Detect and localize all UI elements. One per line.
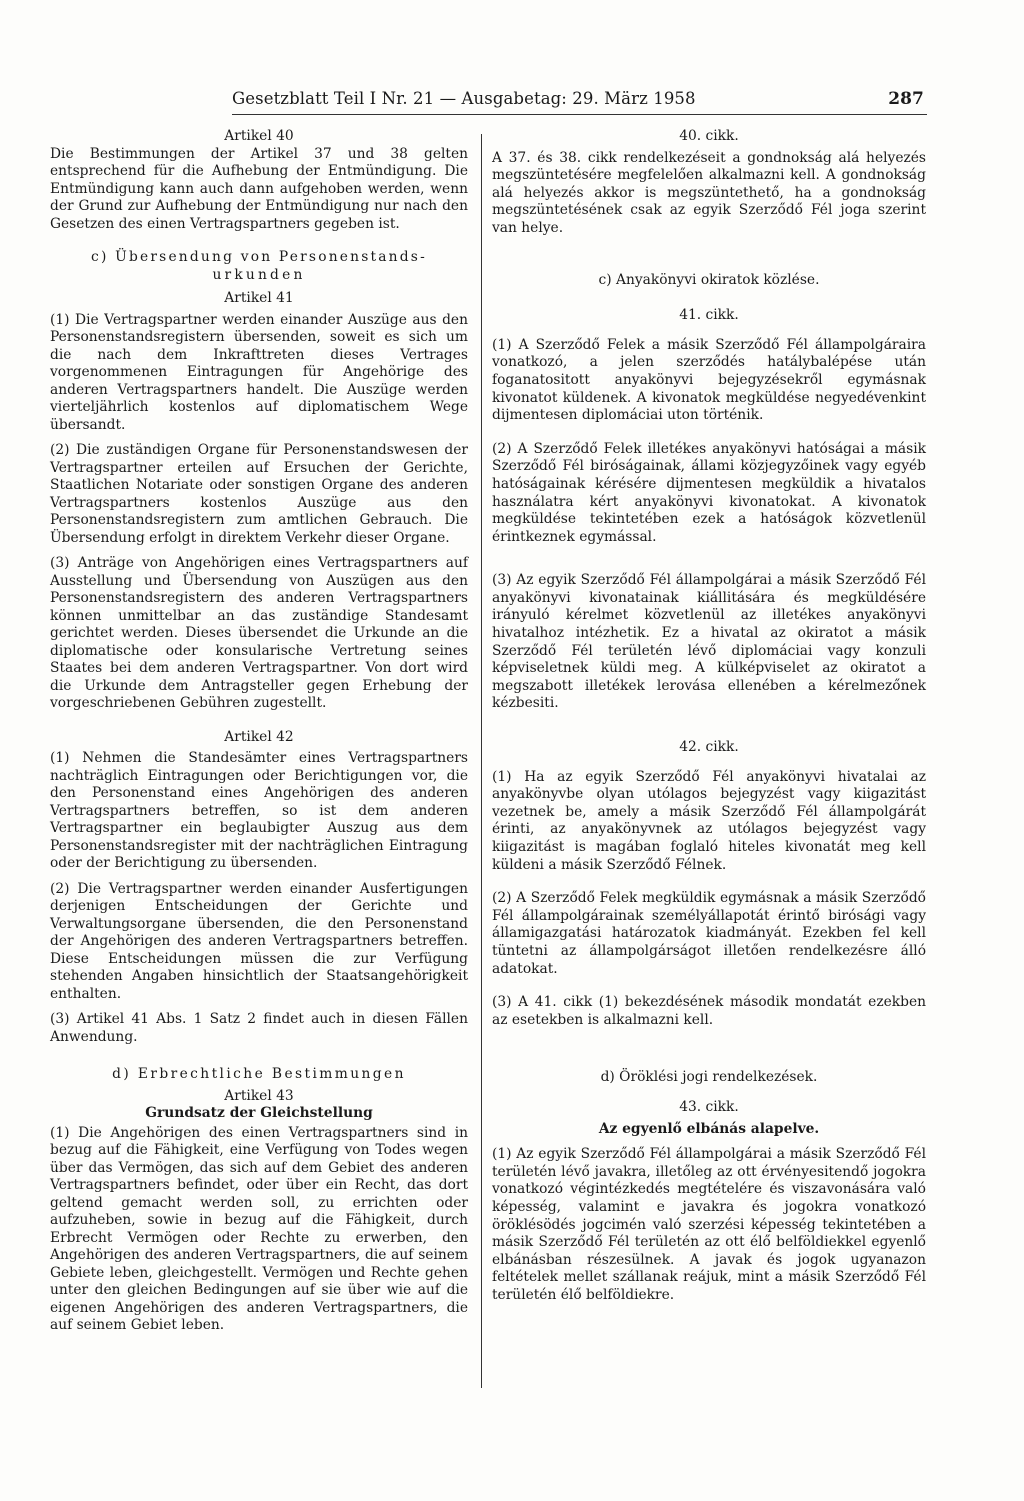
section-d-heading-de: d) Erbrechtliche Bestimmungen — [112, 1066, 406, 1082]
art42-p3-hu: (3) A 41. cikk (1) bekezdésének második mondatát ezekben az esetekben is alkalmazni kell. — [492, 994, 926, 1028]
art42-p2-hu: (2) A Szerződő Felek megküldik egymásnak a másik Szerződő Fél állampolgárainak személyállapotát érintő birósági vagy államigazgatási határozatok kiadmányát. Ezekben fel kell tüntetni az állampolgárságot illetően rendelkezésre álló adatokat. — [492, 890, 926, 977]
art42-p2-de: (2) Die Vertragspartner werden einander Ausfertigungen derjenigen Entscheidungen der Gerichte und Verwaltungsorgane übersenden, die den Personenstand der Angehörigen des anderen Vertragspartners betreffen. Diese Entscheidungen müssen die zur Verfügung stehenden Angaben hinsichtlich der Staatsangehörigkeit enthalten. — [50, 880, 468, 1002]
art40-heading-de: Artikel 40 — [224, 128, 294, 144]
art41-p2-hu: (2) A Szerződő Felek illetékes anyakönyvi hatóságai a másik Szerződő Fél biróságainak, állami közjegyzőinek vagy egyéb hatóságainak kérésére dijmentesen megküldik a hivatalos használatra kért anyakönyvi kivonatokat. A kivonatok megküldése tekintetében ezek a hatóságok közvetlenül érintkeznek egymással. — [492, 440, 926, 545]
hungarian-column — [492, 124, 926, 1304]
art40-heading-hu: 40. cikk. — [679, 128, 739, 144]
art42-p1-hu: (1) Ha az egyik Szerződő Fél anyakönyvi hivatalai az anyakönyvbe olyan utólagos bejegyzést vagy kiigazitást vezetnek be, amely a másik Szerződő Fél állampolgárát érinti, az anyakönyvnek az utólagos bejegyzést vagy kiigazitást is magában foglaló hiteles kivonatát meg kell küldeni a másik Szerződő Félnek. — [492, 768, 926, 873]
page-header — [232, 89, 928, 113]
art41-p3-de: (3) Anträge von Angehörigen eines Vertragspartners auf Ausstellung und Übersendung von Auszügen aus den Personenstandsregistern des anderen Vertragspartners können unmittelbar an das zuständige Standesamt gerichtet werden. Dieses übersendet die Urkunde an die diplomatische oder konsularische Vertretung seines Staates bei dem anderen Vertragspartner. Von dort wird die Urkunde dem Antragsteller gegen Erhebung der vorgeschriebenen Gebühren zugestellt. — [50, 555, 468, 711]
german-column — [50, 124, 468, 1335]
art41-p1-hu: (1) A Szerződő Felek a másik Szerződő Fél állampolgáraira vonatkozó, a jelen szerződés hatálybalépése után foganatositott anyakönyvi bejegyzésekről egymásnak kivonatot küldenek. A kivonatok megküldése negyedévenkint dijmentesen diplomáciai uton történik. — [492, 336, 926, 424]
section-c-heading-hu: c) Anyakönyvi okiratok közlése. — [598, 271, 820, 288]
art40-text-de: Die Bestimmungen der Artikel 37 und 38 gelten entsprechend für die Aufhebung der Entmündigung. Die Entmündigung kann auch dann aufgehoben werden, wenn der Grund zur Aufhebung der Entmündigung nur nach den Gesetzen des einen Vertragspartners gegeben ist. — [50, 145, 468, 232]
art42-p3-de: (3) Artikel 41 Abs. 1 Satz 2 findet auch in diesen Fällen Anwendung. — [50, 1011, 468, 1045]
art42-p1-de: (1) Nehmen die Standesämter eines Vertragspartners nachträglich Eintragungen oder Berichtigungen vor, die den Personenstand eines Angehörigen des anderen Vertragspartners betreffen, so ist dem anderen Vertragspartner ein beglaubigter Auszug aus dem Personenstandsregister mit der nachträglichen Eintragung oder der Berichtigung zu übersenden. — [50, 750, 468, 871]
art41-p3-hu: (3) Az egyik Szerződő Fél állampolgárai a másik Szerződő Fél anyakönyvi kivonatainak kiállitására és megküldésére irányuló kérelmet közvetlenül az illetékes anyakönyvi hivatalhoz intézhetik. Ez a hivatal az okiratot a másik Szerződő Fél területén lévő diplomáciai vagy konzuli képviseletnek küldi meg. A külképviselet az okiratot a megszabott illetékek lerovása ellenében a kérelmezőnek kézbesiti. — [492, 572, 926, 712]
art43-p1-de: (1) Die Angehörigen des einen Vertragspartners sind in bezug auf die Fähigkeit, eine Verfügung von Todes wegen über das Vermögen, das sich auf dem Gebiet des anderen Vertragspartners befindet, oder über ein Recht, das dort geltend gemacht werden soll, zu errichten oder aufzuheben, sowie in bezug auf die Fähigkeit, durch Erbrecht Vermögen oder Rechte zu erwerben, den Angehörigen des anderen Vertragspartners, die auf seinem Gebiete leben, gleichgestellt. Vermögen und Rechte gehen unter den gleichen Bedingungen auf sie über wie auf die eigenen Angehörigen des anderen Vertragspartners, die auf seinem Gebiet leben. — [50, 1124, 468, 1333]
art41-heading-de: Artikel 41 — [224, 290, 294, 306]
section-c-heading-de: c) Übersendung von Personenstands- — [91, 249, 427, 265]
section-d-heading-hu: d) Öröklési jogi rendelkezések. — [600, 1069, 818, 1086]
art41-p1-de: (1) Die Vertragspartner werden einander Auszüge aus den Personenstandsregistern übersenden, soweit es sich um die nach dem Inkrafttreten dieses Vertrages vorgenommenen Eintragungen für Angehörige des anderen Vertragspartners handelt. Die Auszüge werden vierteljährlich kostenlos auf diplomatischem Wege übersandt. — [50, 311, 468, 433]
art42-heading-hu: 42. cikk. — [679, 739, 739, 756]
art41-p2-de: (2) Die zuständigen Organe für Personenstandswesen der Vertragspartner erteilen auf Ersuchen der Gerichte, Staatlichen Notariate oder sonstigen Organe des anderen Vertragspartners kostenlos Auszüge aus den Personenstandsregistern zum amtlichen Gebrauch. Die Übersendung erfolgt in direktem Verkehr dieser Organe. — [50, 442, 468, 546]
section-c-heading-de-line2: urkunden — [212, 266, 306, 283]
page-number: 287 — [888, 89, 924, 109]
header-rule — [232, 114, 927, 115]
art40-text-hu: A 37. és 38. cikk rendelkezéseit a gondnokság alá helyezés megszüntetésére megfelelően alkalmazni kell. A gondnokság alá helyezés akkor is megszüntethető, ha a gondnokság megszüntetésének csak az egyik Szerződő Fél joga szerint van helye. — [492, 149, 926, 236]
art43-heading-hu: 43. cikk. — [679, 1098, 739, 1115]
art43-p1-hu: (1) Az egyik Szerződő Fél állampolgárai a másik Szerződő Fél területén lévő javakra, illetőleg az ott érvényesitendő jogokra vonatkozó végintézkedés megtételére és viszavonására való képesség, valamint e javakra és jogokra vonatkozó öröklésödés jogcimén való szerzési képesség tekintetében a másik Szerződő Fél területén az ott élő belföldiekkel egyenlő elbánásban részesülnek. A javak és jogok ugyanazon feltételek mellet szállanak reájuk, mint a másik Szerződő Fél területén élő belföldiekre. — [492, 1146, 926, 1303]
column-divider — [481, 134, 482, 1388]
gazette-title: Gesetzblatt Teil I Nr. 21 — Ausgabetag: 29. März 1958 — [232, 89, 696, 108]
art41-heading-hu: 41. cikk. — [679, 307, 739, 324]
art43-heading-de: Artikel 43 — [224, 1087, 294, 1104]
art43-subheading-hu: Az egyenlő elbánás alapelve. — [598, 1120, 820, 1137]
art42-heading-de: Artikel 42 — [224, 728, 294, 745]
art43-subheading-de: Grundsatz der Gleichstellung — [145, 1105, 373, 1121]
